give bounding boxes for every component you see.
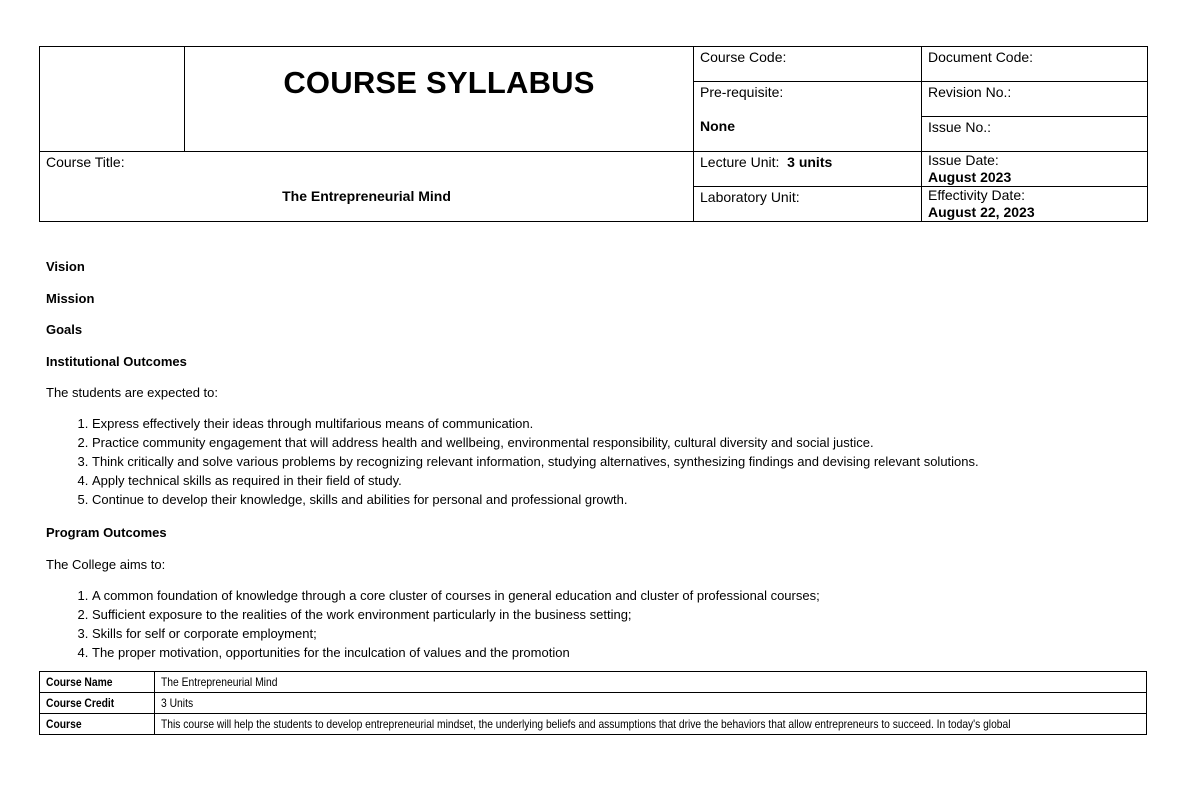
- institutional-intro: The students are expected to:: [46, 385, 218, 400]
- issue-date-cell: [922, 152, 1148, 187]
- list-item: 4. The proper motivation, opportunities for the inculcation of values and the promotion: [92, 643, 1146, 662]
- lecture-unit-label: Lecture Unit:: [700, 154, 780, 170]
- list-item: 5. Continue to develop their knowledge, skills and abilities for personal and professional growth.: [92, 490, 1146, 509]
- course-title-cell: [40, 152, 694, 222]
- course-description-key: Course: [46, 717, 82, 731]
- list-item: 3. Think critically and solve various problems by recognizing relevant information, studying alternatives, synthesizing findings and devising relevant solutions.: [92, 452, 1146, 471]
- revision-label: Revision No.:: [928, 84, 1012, 100]
- logo-cell: [40, 47, 185, 152]
- list-item: 3. Skills for self or corporate employment;: [92, 624, 1146, 643]
- table-row: [40, 672, 1147, 693]
- table-row: [40, 714, 1147, 735]
- course-name-key: Course Name: [46, 675, 113, 689]
- lecture-unit-value: 3 units: [787, 154, 833, 170]
- document-code-cell: [922, 47, 1148, 82]
- program-outcomes-heading: Program Outcomes: [46, 525, 167, 540]
- prerequisite-value: None: [700, 118, 735, 134]
- course-title-value: The Entrepreneurial Mind: [282, 188, 451, 204]
- page-title: COURSE SYLLABUS: [283, 65, 595, 100]
- table-row: [40, 693, 1147, 714]
- goals-heading: Goals: [46, 322, 83, 337]
- vision-heading: Vision: [46, 259, 85, 274]
- institutional-outcomes-heading: Institutional Outcomes: [46, 353, 187, 369]
- list-item: 4. Apply technical skills as required in their field of study.: [92, 471, 1146, 490]
- laboratory-unit-label: Laboratory Unit:: [700, 189, 800, 205]
- course-code-cell: [694, 47, 922, 82]
- issue-no-label: Issue No.:: [928, 119, 992, 135]
- mission-heading: Mission: [46, 290, 95, 306]
- list-item: 2. Sufficient exposure to the realities of the work environment particularly in the business setting;: [92, 605, 1146, 624]
- title-cell: [185, 47, 694, 152]
- laboratory-unit-cell: [694, 187, 922, 222]
- syllabus-header-table: [39, 46, 1148, 222]
- course-info-table: [39, 671, 1147, 735]
- course-credit-key: Course Credit: [46, 696, 115, 710]
- effectivity-date-cell: [922, 187, 1148, 222]
- syllabus-body: [46, 257, 1146, 662]
- institutional-outcomes-list: [46, 414, 1146, 509]
- course-code-label: Course Code:: [700, 49, 787, 65]
- list-item: 1. A common foundation of knowledge through a core cluster of courses in general education and cluster of professional courses;: [92, 586, 1146, 605]
- course-title-label: Course Title:: [46, 154, 125, 170]
- issue-no-cell: [922, 117, 1148, 152]
- effectivity-date-label: Effectivity Date:: [928, 187, 1026, 203]
- prerequisite-label: Pre-requisite:: [700, 84, 784, 100]
- lecture-unit-cell: [694, 152, 922, 187]
- course-name-value: The Entrepreneurial Mind: [161, 675, 278, 689]
- prerequisite-cell: [694, 82, 922, 152]
- document-code-label: Document Code:: [928, 49, 1034, 65]
- program-intro: The College aims to:: [46, 556, 166, 572]
- program-outcomes-list: [46, 586, 1146, 662]
- effectivity-date-value: August 22, 2023: [928, 204, 1035, 220]
- revision-cell: [922, 82, 1148, 117]
- issue-date-label: Issue Date:: [928, 152, 999, 168]
- list-item: 1. Express effectively their ideas through multifarious means of communication.: [92, 414, 1146, 433]
- course-description-value: This course will help the students to develop entrepreneurial mindset, the underlying beliefs and assumptions that drive the behaviors that allow entrepreneurs to succeed. In today's global: [161, 717, 1011, 731]
- list-item: 2. Practice community engagement that will address health and wellbeing, environmental responsibility, cultural diversity and social justice.: [92, 433, 1146, 452]
- course-credit-value: 3 Units: [161, 696, 194, 710]
- issue-date-value: August 2023: [928, 169, 1012, 185]
